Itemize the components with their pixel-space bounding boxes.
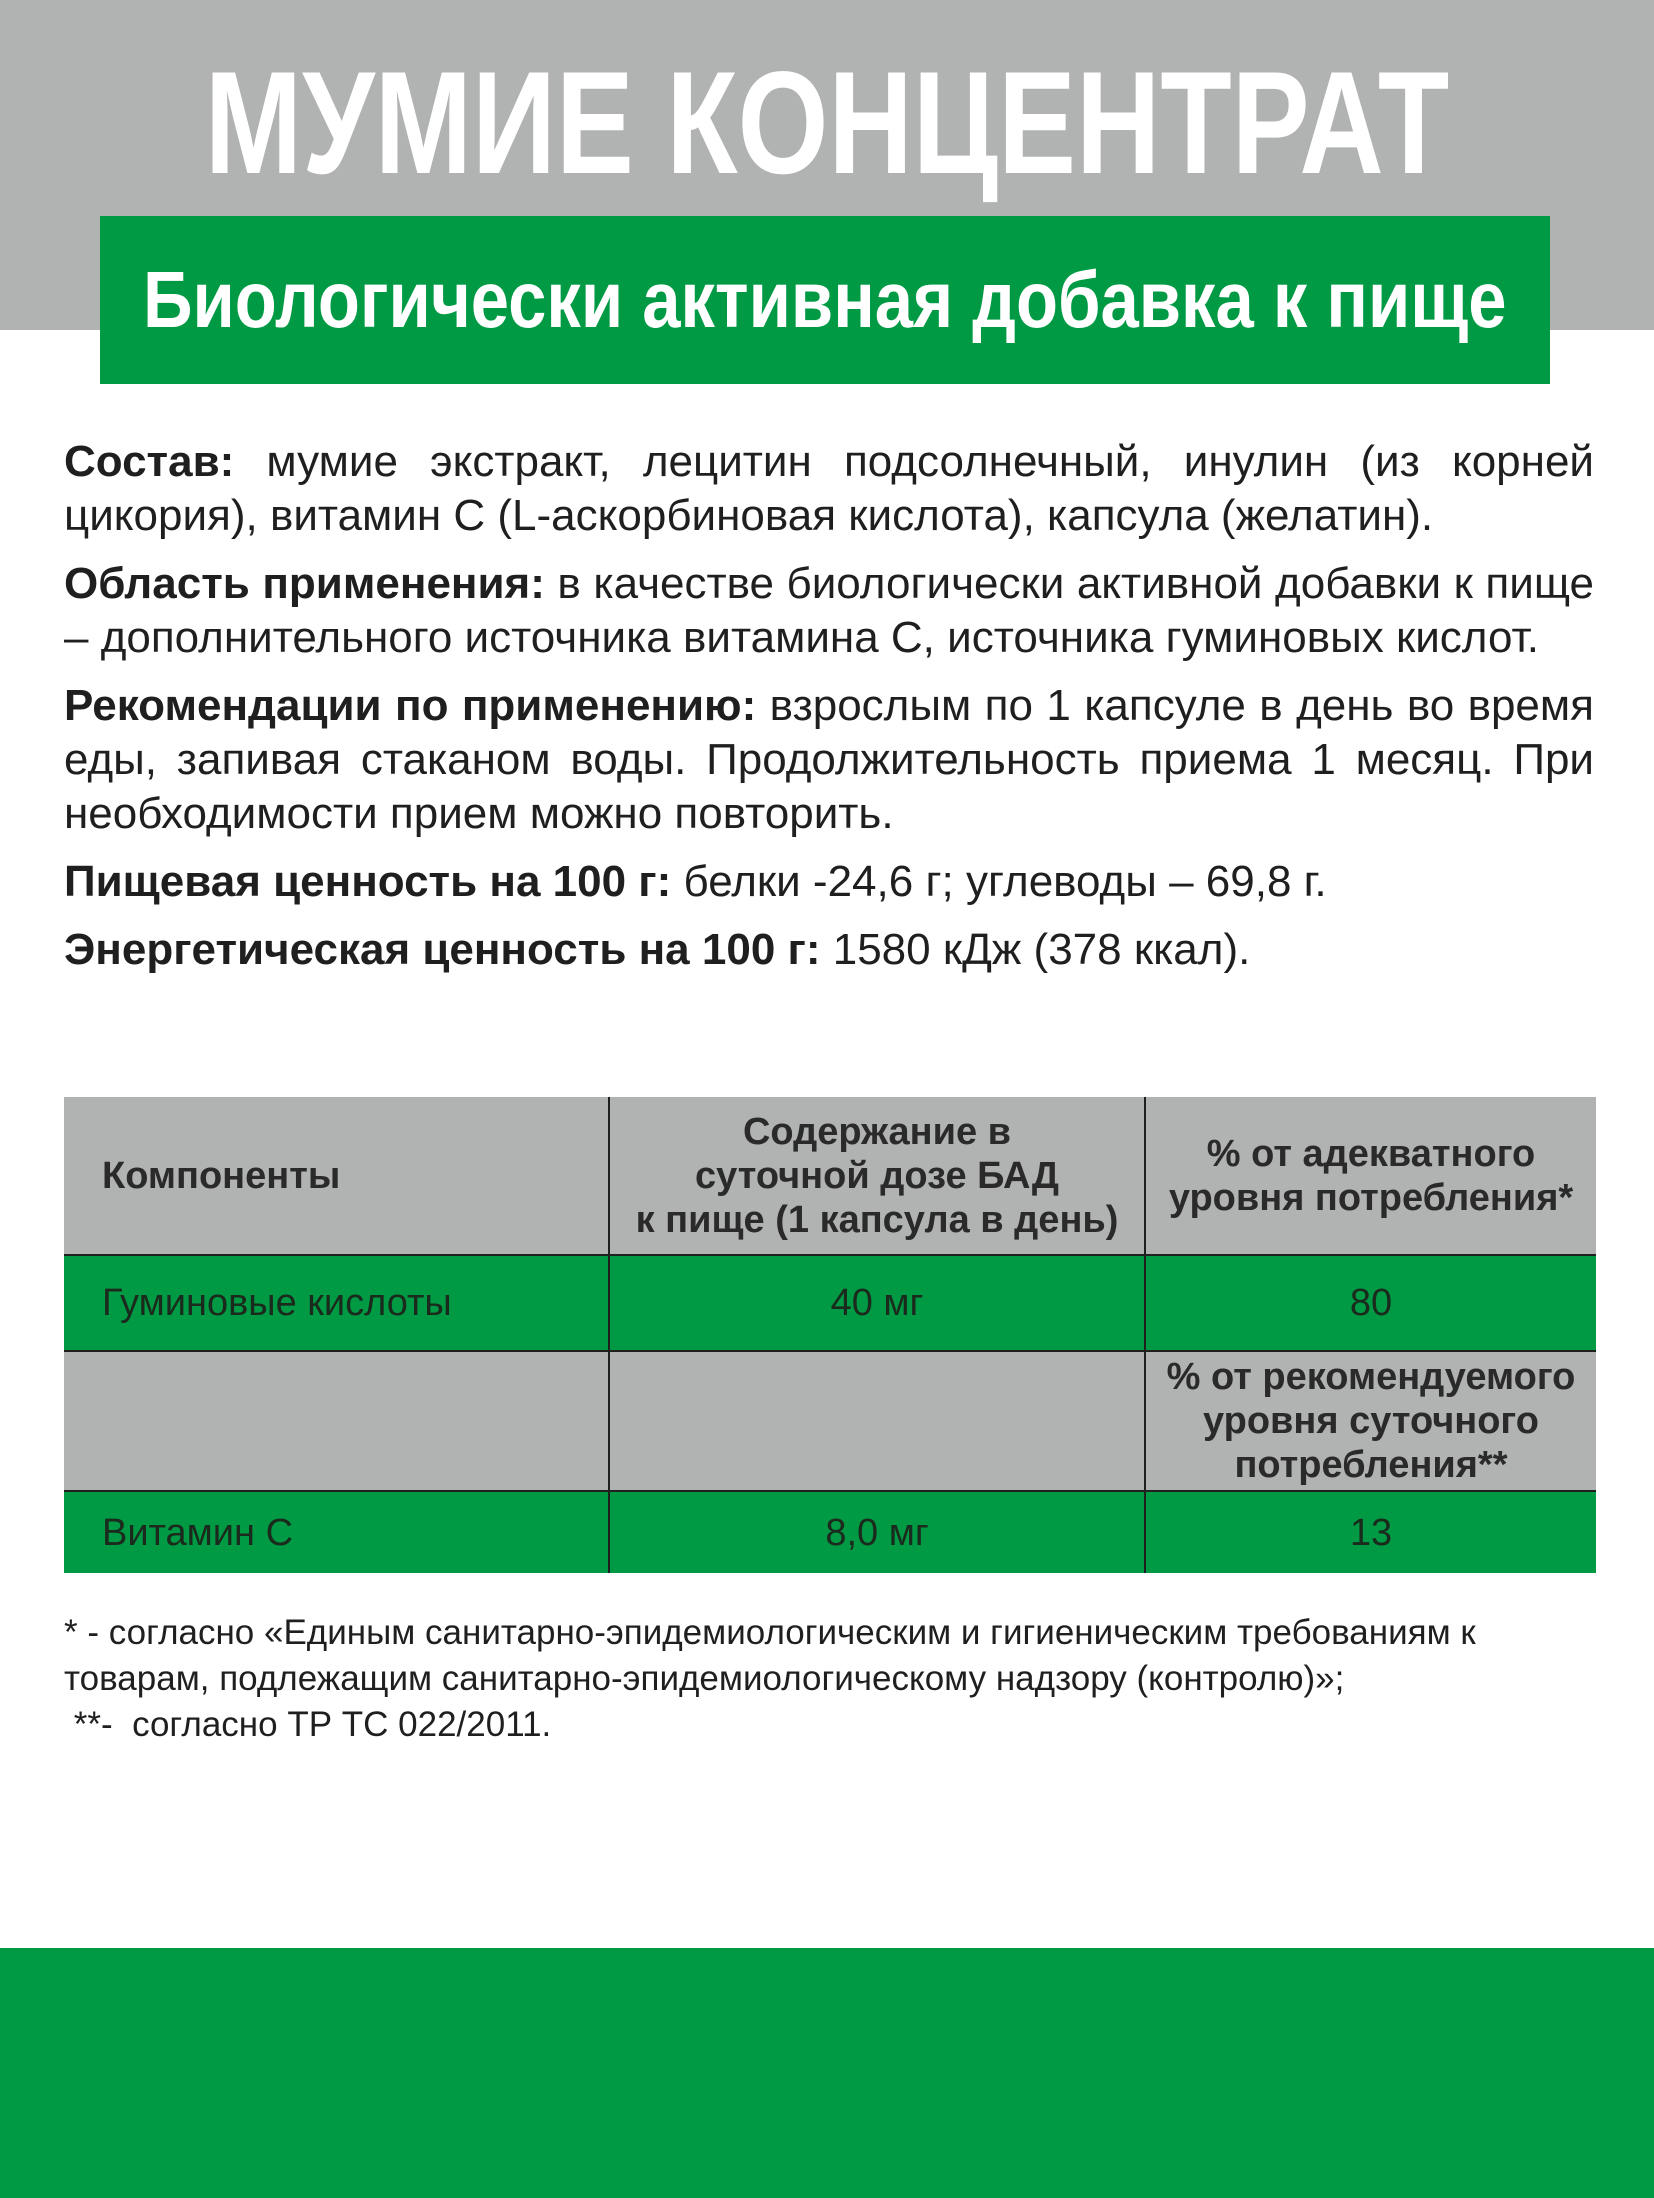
- footnote-1: * - согласно «Единым санитарно-эпидемиологическим и гигиеническим требованиям к товарам, подлежащим санитарно-эпидемиологическому надзору (контролю)»;: [64, 1613, 1476, 1698]
- energy-label: Энергетическая ценность на 100 г:: [64, 925, 821, 974]
- footnotes: [64, 1610, 1594, 1748]
- subheader-recommended-percent-line3: потребления**: [1234, 1444, 1508, 1486]
- header-daily-dose-line3: к пище (1 капсула в день): [635, 1198, 1119, 1241]
- product-subtitle-text: Биологически активная добавка к пище: [143, 255, 1507, 344]
- energy-text: 1580 кДж (378 ккал).: [820, 925, 1251, 974]
- footnote-2: **- согласно ТР ТС 022/2011.: [64, 1705, 552, 1744]
- row-humic-acids-name: Гуминовые кислоты: [64, 1255, 609, 1351]
- composition-paragraph: [64, 435, 1594, 543]
- application-text: в качестве биологически активной добавки к пище – дополнительного источника витамина С, источника гуминовых кислот.: [64, 559, 1594, 662]
- header-daily-dose: [609, 1097, 1145, 1255]
- product-title: МУМИЕ КОНЦЕНТРАТ: [204, 41, 1450, 204]
- product-subtitle: [100, 216, 1550, 384]
- header-components: Компоненты: [64, 1097, 609, 1255]
- nutrition-label: Пищевая ценность на 100 г:: [64, 857, 672, 906]
- subheader-empty-1: [64, 1351, 609, 1491]
- row-vitamin-c-percent: 13: [1145, 1491, 1596, 1573]
- product-info: [64, 435, 1594, 991]
- table-row: [64, 1491, 1596, 1573]
- nutrition-text: белки -24,6 г; углеводы – 69,8 г.: [671, 857, 1327, 906]
- composition-text: мумие экстракт, лецитин подсолнечный, инулин (из корней цикория), витамин С (L-аскорбиновая кислота), капсула (желатин).: [64, 437, 1594, 540]
- header-daily-dose-line1: Содержание в: [742, 1110, 1012, 1153]
- subheader-empty-2: [609, 1351, 1145, 1491]
- subheader-recommended-percent-line1: % от рекомендуемого: [1166, 1356, 1576, 1398]
- header-adequate-percent-line2: уровня потребления*: [1168, 1176, 1574, 1219]
- subheader-recommended-percent: [1145, 1351, 1596, 1491]
- application-paragraph: [64, 557, 1594, 665]
- composition-label: Состав:: [64, 437, 235, 486]
- table-header-row: [64, 1097, 1596, 1255]
- row-humic-acids-amount: 40 мг: [609, 1255, 1145, 1351]
- header-adequate-percent: [1145, 1097, 1596, 1255]
- recommendations-label: Рекомендации по применению:: [64, 681, 757, 730]
- footer-green-band: [0, 1948, 1654, 2198]
- table-subheader-row: [64, 1351, 1596, 1491]
- nutrition-paragraph: [64, 855, 1594, 909]
- table-row: [64, 1255, 1596, 1351]
- application-label: Область применения:: [64, 559, 545, 608]
- subheader-recommended-percent-line2: уровня суточного: [1203, 1400, 1539, 1442]
- energy-paragraph: [64, 923, 1594, 977]
- header-adequate-percent-line1: % от адекватного: [1206, 1132, 1536, 1175]
- recommendations-text: взрослым по 1 капсуле в день во время еды, запивая стаканом воды. Продолжительность приема 1 месяц. При необходимости прием можно повторить.: [64, 681, 1594, 838]
- header-daily-dose-line2: суточной дозе БАД: [695, 1154, 1059, 1197]
- components-table: [64, 1097, 1596, 1573]
- row-vitamin-c-amount: 8,0 мг: [609, 1491, 1145, 1573]
- row-vitamin-c-name: Витамин С: [64, 1491, 609, 1573]
- row-humic-acids-percent: 80: [1145, 1255, 1596, 1351]
- recommendations-paragraph: [64, 679, 1594, 841]
